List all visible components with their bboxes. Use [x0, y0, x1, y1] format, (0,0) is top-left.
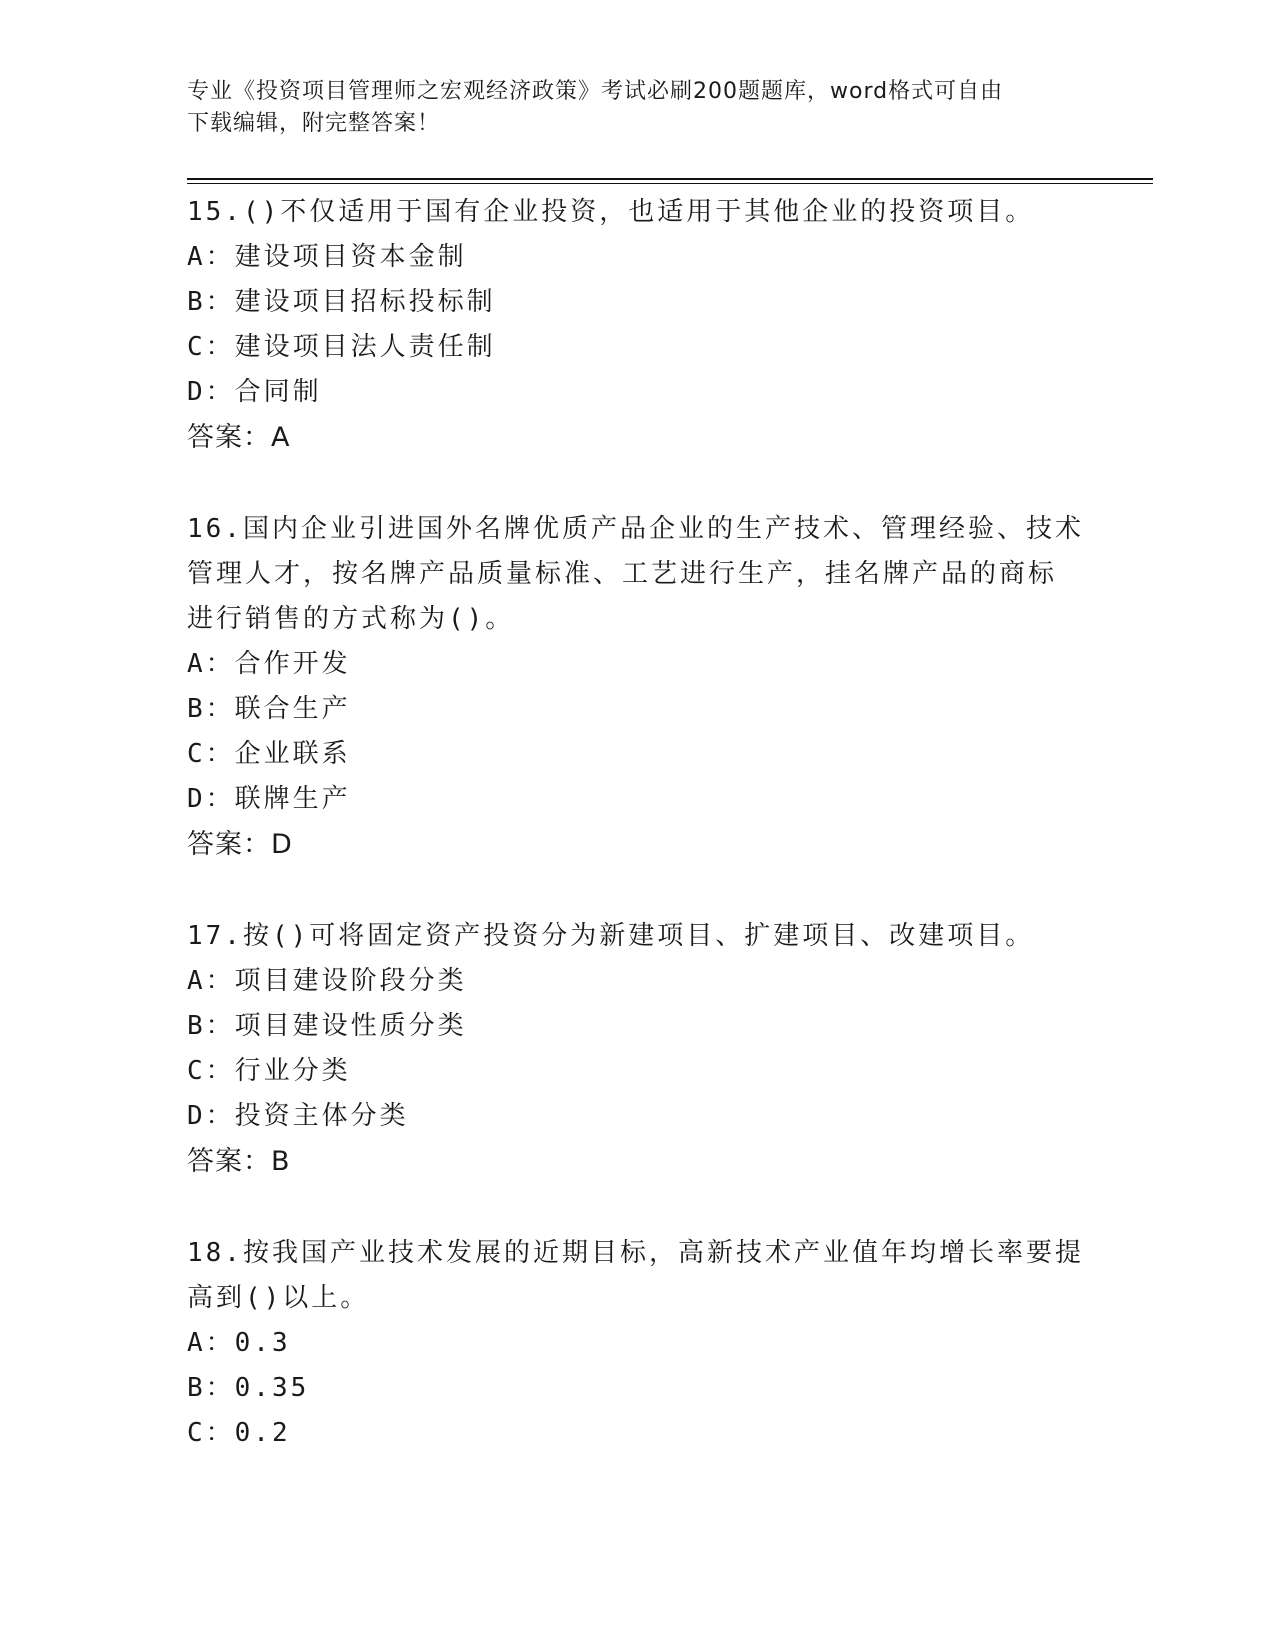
option-b: B：联合生产: [187, 694, 351, 724]
option-a: A：建设项目资本金制: [187, 242, 467, 272]
option-b: B：0.35: [187, 1373, 310, 1403]
answer: 答案：A: [187, 422, 291, 453]
question-15: [187, 190, 1087, 460]
option-d: D：投资主体分类: [187, 1101, 409, 1131]
document-header: [187, 76, 1067, 140]
header-divider-thin: [187, 183, 1153, 184]
option-c: C：企业联系: [187, 739, 351, 769]
option-d: D：联牌生产: [187, 784, 351, 814]
header-divider-thick: [187, 178, 1153, 180]
option-b: B：项目建设性质分类: [187, 1011, 467, 1041]
question-list: [187, 190, 1087, 1503]
option-a: A：合作开发: [187, 649, 351, 679]
answer: 答案：D: [187, 829, 293, 860]
option-b: B：建设项目招标投标制: [187, 287, 496, 317]
option-c: C：行业分类: [187, 1056, 351, 1086]
question-text: 17.按()可将固定资产投资分为新建项目、扩建项目、改建项目。: [187, 921, 1035, 951]
question-17: [187, 914, 1087, 1184]
question-text: 18.按我国产业技术发展的近期目标，高新技术产业值年均增长率要提 高到()以上。: [187, 1238, 1084, 1313]
header-line-1: 专业《投资项目管理师之宏观经济政策》考试必刷200题题库，word格式可自由: [187, 79, 1004, 104]
option-a: A：0.3: [187, 1328, 291, 1358]
question-16: [187, 507, 1087, 867]
question-text: 16.国内企业引进国外名牌优质产品企业的生产技术、管理经验、技术 管理人才，按名牌产品质量标准、工艺进行生产，挂名牌产品的商标 进行销售的方式称为()。: [187, 514, 1084, 634]
option-d: D：合同制: [187, 377, 322, 407]
question-18: [187, 1231, 1087, 1456]
option-c: C：建设项目法人责任制: [187, 332, 496, 362]
option-c: C：0.2: [187, 1418, 291, 1448]
option-a: A：项目建设阶段分类: [187, 966, 467, 996]
question-text: 15.()不仅适用于国有企业投资，也适用于其他企业的投资项目。: [187, 197, 1035, 227]
header-line-2: 下载编辑，附完整答案！: [187, 111, 441, 136]
answer: 答案：B: [187, 1146, 291, 1177]
